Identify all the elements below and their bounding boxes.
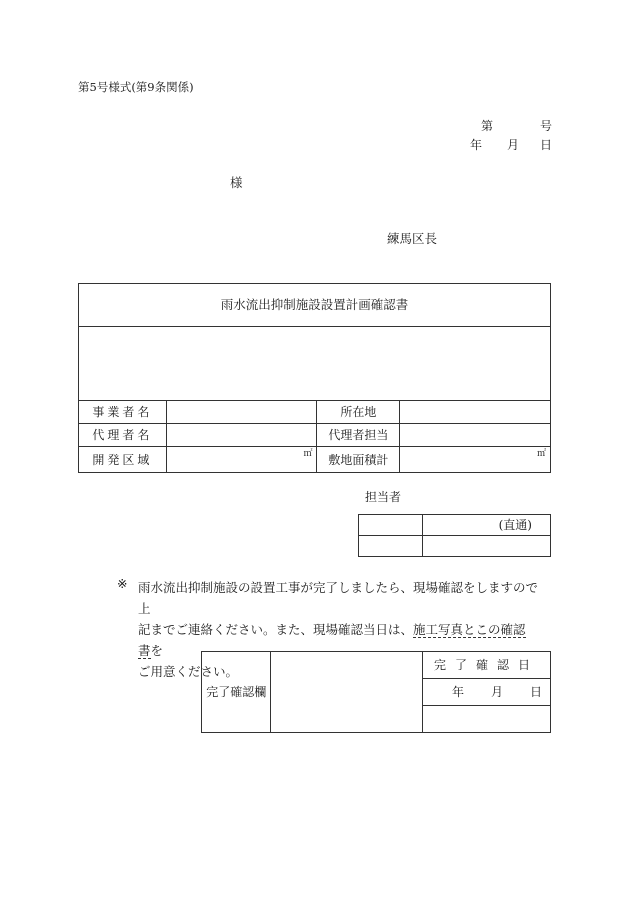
date-month-label: 月 [507, 138, 520, 152]
business-name-label: 事業者名 [79, 401, 167, 424]
agent-name-field[interactable] [166, 424, 317, 447]
site-area-total-field[interactable]: ㎡ [400, 447, 551, 473]
contact-extra-field[interactable] [359, 536, 423, 557]
location-field[interactable] [400, 401, 551, 424]
note-underlined-text: 施工写真とこの確認書 [138, 622, 526, 658]
date-day-label: 日 [540, 138, 553, 152]
completion-label: 完了確認欄 [202, 652, 271, 733]
agent-name-label: 代理者名 [79, 424, 167, 447]
completion-extra-field[interactable] [422, 706, 550, 733]
business-name-field[interactable] [166, 401, 317, 424]
location-label: 所在地 [317, 401, 400, 424]
table-row [79, 447, 551, 473]
table-row [359, 515, 551, 536]
doc-number-prefix: 第 [481, 119, 494, 133]
note-line-1: 雨水流出抑制施設の設置工事が完了しましたら、現場確認をしますので上 [138, 580, 539, 616]
table-row [359, 536, 551, 557]
blank-area [79, 327, 551, 401]
development-area-field[interactable]: ㎡ [166, 447, 317, 473]
note-line-3: ご用意ください。 [138, 664, 239, 679]
issuer-name: 練馬区長 [387, 231, 438, 246]
agent-contact-field[interactable] [400, 424, 551, 447]
completion-stamp-field[interactable] [271, 652, 422, 733]
completion-year-label: 年 [451, 685, 464, 699]
completion-date-header: 完了確認日 [422, 652, 550, 679]
contact-extra-field-2[interactable] [422, 536, 550, 557]
direct-line-field[interactable]: (直通) [422, 515, 550, 536]
form-number: 第5号様式(第9条関係) [78, 80, 194, 94]
confirmation-table [78, 283, 551, 473]
addressee-honorific: 様 [230, 175, 243, 190]
note-mark: ※ [117, 576, 128, 591]
completion-date-field[interactable] [422, 679, 550, 706]
agent-contact-label: 代理者担当 [317, 424, 400, 447]
note-line-2-part-a: 記までご連絡ください。また、現場確認当日は、 [138, 622, 414, 637]
note-line-2-part-c: を [150, 643, 164, 658]
table-row [79, 424, 551, 447]
completion-day-label: 日 [529, 685, 542, 699]
contact-table [358, 514, 551, 557]
document-title: 雨水流出抑制施設設置計画確認書 [79, 284, 551, 327]
doc-number-suffix: 号 [540, 119, 553, 133]
completion-month-label: 月 [490, 685, 503, 699]
completion-table [201, 651, 551, 733]
site-area-total-label: 敷地面積計 [317, 447, 400, 473]
table-row [79, 401, 551, 424]
contact-name-field[interactable] [359, 515, 423, 536]
date-year-label: 年 [470, 138, 483, 152]
development-area-label: 開発区域 [79, 447, 167, 473]
contact-person-label: 担当者 [365, 490, 402, 504]
